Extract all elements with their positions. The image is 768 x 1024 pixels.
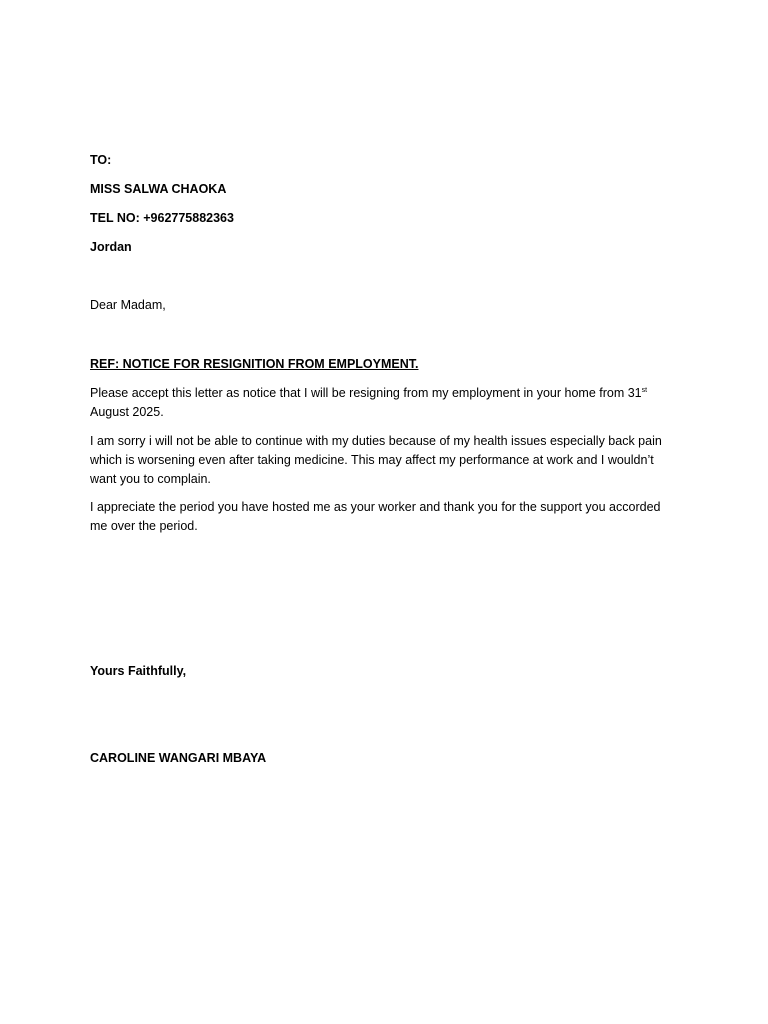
- paragraph-reason: I am sorry i will not be able to continue with my duties because of my health issues especially back pain which is worsening even after taking medicine. This may affect my performance at work and I wouldn’t want you to complain.: [90, 434, 662, 486]
- paragraph-notice-date: August 2025.: [90, 405, 164, 419]
- to-label: TO:: [90, 153, 112, 167]
- date-ordinal-suffix: st: [641, 386, 648, 394]
- recipient-name: MISS SALWA CHAOKA: [90, 182, 227, 196]
- paragraph-appreciation: I appreciate the period you have hosted me as your worker and thank you for the support you accorded me over the period.: [90, 500, 661, 533]
- recipient-telephone: TEL NO: +962775882363: [90, 211, 234, 225]
- recipient-country: Jordan: [90, 240, 132, 254]
- salutation: Dear Madam,: [90, 298, 166, 312]
- reference-line: REF: NOTICE FOR RESIGNITION FROM EMPLOYMENT.: [90, 357, 419, 371]
- paragraph-notice-text: Please accept this letter as notice that I will be resigning from my employment in your home from 31: [90, 386, 642, 400]
- signature-name: CAROLINE WANGARI MBAYA: [90, 751, 267, 765]
- paragraph-notice: [90, 384, 680, 422]
- closing: Yours Faithfully,: [90, 664, 187, 678]
